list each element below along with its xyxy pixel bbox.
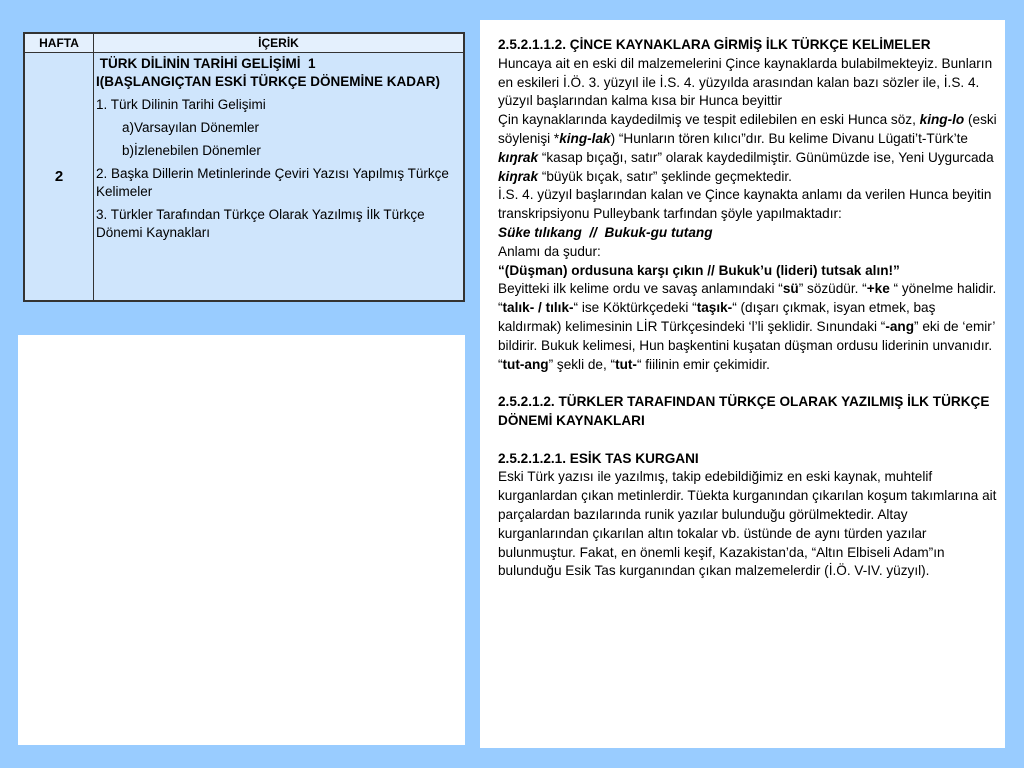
verse-line: Süke tılıkang // Bukuk-gu tutang bbox=[498, 224, 713, 240]
table-header-row bbox=[25, 34, 464, 53]
content-item-1a: a)Varsayılan Dönemler bbox=[122, 120, 260, 135]
content-title-2: I(BAŞLANGIÇTAN ESKİ TÜRKÇE DÖNEMİNE KADAR) bbox=[96, 74, 440, 89]
week-number: 2 bbox=[25, 53, 94, 301]
section-heading-1: 2.5.2.1.1.2. ÇİNCE KAYNAKLARA GİRMİŞ İLK TÜRKÇE KELİMELER bbox=[498, 37, 931, 52]
blank-panel bbox=[18, 335, 465, 745]
verse-meaning: “(Düşman) ordusuna karşı çıkın // Bukuk’u (lideri) tutsak alın!” bbox=[498, 262, 900, 278]
content-item-3: 3. Türkler Tarafından Türkçe Olarak Yazılmış İlk Türkçe Dönemi Kaynakları bbox=[96, 207, 425, 240]
table-row bbox=[25, 53, 464, 301]
text-panel bbox=[480, 20, 1005, 748]
paragraph-3: İ.S. 4. yüzyıl başlarından kalan ve Çince kaynakta anlamı da verilen Hunca beyitin transkripsiyonu Pulleybank tarfından şöyle yapılmaktadır: bbox=[498, 187, 992, 222]
header-content: İÇERİK bbox=[94, 34, 464, 53]
header-week: HAFTA bbox=[25, 34, 94, 53]
meaning-label: Anlamı da şudur: bbox=[498, 243, 601, 259]
content-title-1: TÜRK DİLİNİN TARİHİ GELİŞİMİ 1 bbox=[96, 56, 316, 71]
content-cell bbox=[94, 53, 464, 301]
paragraph-1: Huncaya ait en eski dil malzemelerini Çince kaynaklarda bulabilmekteyiz. Bunların en eskileri İ.Ö. 3. yüzyıl ile İ.S. 4. yüzyılda arasından kalan bazı sözler ile, İ.S. 4. yüzyıl başlarından kalma kısa bir Hunca beyittir bbox=[498, 55, 993, 109]
content-item-1b: b)İzlenebilen Dönemler bbox=[122, 143, 261, 158]
paragraph-4: Beyitteki ilk kelime ordu ve savaş anlamındaki “sü” sözüdür. “+ke “ yönelme halidir. “talık- / tılık-“ ise Köktürkçedeki “taşık-“ (dışarı çıkmak, isyan etmek, baş kaldırmak) kelimesinin LİR Türkçesindeki ‘l’li şeklidir. Sınundaki “-ang” eki de ‘emir’ bildirir. Bukuk kelimesi, Hun başkentini kuşatan düşman ordusu liderinin unvanıdır. “tut-ang” şekli de, “tut-“ fiilinin emir çekimidir. bbox=[498, 281, 997, 372]
syllabus-table-panel bbox=[23, 32, 465, 302]
content-item-1: 1. Türk Dilinin Tarihi Gelişimi bbox=[96, 97, 266, 112]
paragraph-5: Eski Türk yazısı ile yazılmış, takip edebildiğimiz en eski kaynak, muhtelif kurganlardan çıkan metinlerdir. Tüekta kurganından çıkarılan koşum takımlarına ait parçalardan bazılarında runik yazılar bulunduğu görülmektedir. Altay kurganlarından çıkarılan altın tokalar vb. üstünde de aynı türden yazılar bulunmuştur. Fakat, en önemli keşif, Kazakistan’da, “Altın Elbiseli Adam”ın bulunduğu Esik Tas kurganından çıkan malzemelerdir (İ.Ö. V-IV. yüzyıl). bbox=[498, 469, 997, 579]
section-heading-2: 2.5.2.1.2. TÜRKLER TARAFINDAN TÜRKÇE OLARAK YAZILMIŞ İLK TÜRKÇE DÖNEMİ KAYNAKLARI bbox=[498, 394, 990, 428]
section-heading-3: 2.5.2.1.2.1. ESİK TAS KURGANI bbox=[498, 450, 699, 466]
paragraph-2: Çin kaynaklarında kaydedilmiş ve tespit edilebilen en eski Hunca söz, king-lo (eski söylenişi *king-lak) “Hunların tören kılıcı”dır. Bu kelime Divanu Lügati’t-Türk’te kıŋrak “kasap bıçağı, satır” olarak kaydedilmiştir. Günümüzde ise, Yeni Uygurcada kiŋrak “büyük bıçak, satır” şeklinde geçmektedir. bbox=[498, 112, 997, 184]
syllabus-table bbox=[24, 33, 464, 301]
content-item-2: 2. Başka Dillerin Metinlerinde Çeviri Yazısı Yapılmış Türkçe Kelimeler bbox=[96, 166, 449, 199]
